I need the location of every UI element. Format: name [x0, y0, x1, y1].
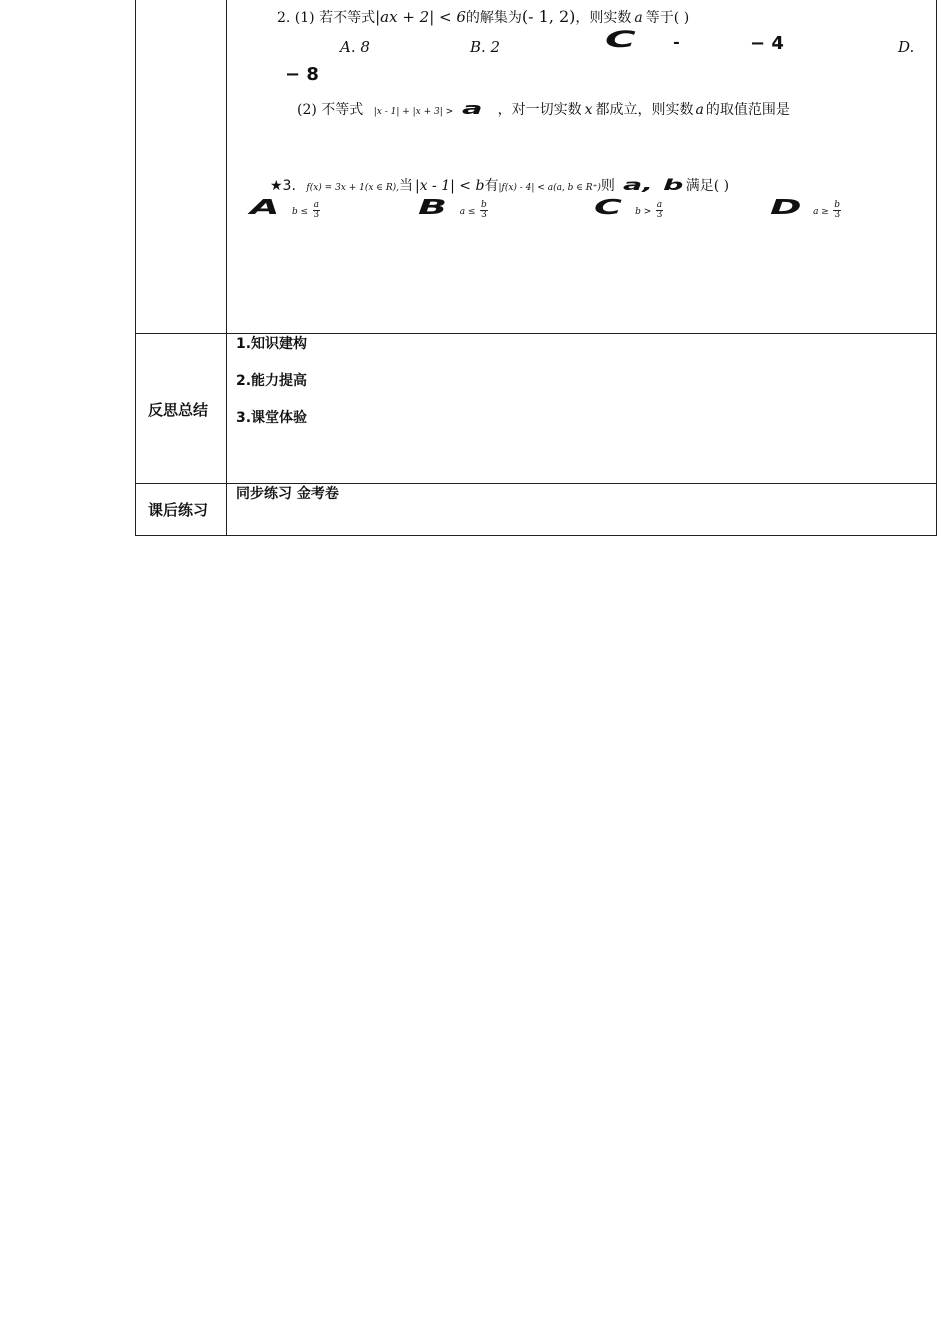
reflection-label: 反思总结 [148, 401, 209, 419]
q3-then: 则 [600, 178, 615, 194]
q3-option-c-num: a [656, 199, 663, 210]
q3-option-d [770, 195, 841, 221]
q3-option-c-letter: C [594, 195, 622, 219]
q2-part2 [297, 100, 790, 121]
q3-option-b-fraction [480, 201, 488, 220]
q3-option-a-den: 3 [313, 209, 320, 220]
q3-option-b-den: 3 [480, 209, 487, 220]
q2-option-a: A. 8 [340, 38, 370, 56]
q2-option-c-dash: - [673, 32, 680, 51]
q3-condition: |x - 1| < b [414, 178, 485, 194]
row-separator-1 [135, 333, 937, 334]
homework-text: 同步练习 金考卷 [236, 486, 339, 502]
q3-stem [270, 176, 729, 197]
q2-option-d: D. [898, 38, 915, 56]
row-separator-2 [135, 483, 937, 484]
q2-option-c [605, 28, 680, 53]
q3-when: 当 [398, 178, 413, 194]
q2-part1-mid: 的解集为 [465, 10, 522, 26]
q3-option-a [250, 195, 320, 221]
q3-option-d-letter: D [770, 195, 802, 219]
q3-option-c-lhs: b > [635, 207, 652, 217]
q3-option-c [594, 195, 663, 221]
table-divider [226, 0, 227, 536]
reflection-item-ability: 2.能力提高 [236, 373, 308, 389]
q3-vars: a, b [623, 176, 684, 194]
table-border-bottom [135, 535, 937, 536]
q2-part2-tail: 都成立，则实数 [595, 102, 694, 118]
q3-star: ★3. [270, 178, 296, 194]
q3-have: 有 [484, 178, 499, 194]
q2-option-c-letter: C [605, 28, 636, 53]
q3-option-d-num: b [834, 199, 841, 210]
q2-part2-end: 的取值范围是 [705, 102, 790, 118]
q3-option-a-num: a [313, 199, 319, 210]
q3-option-b-letter: B [418, 195, 447, 219]
q3-option-b [418, 195, 488, 221]
q2-option-c-value: − 4 [750, 33, 784, 54]
q2-part1-var: a [634, 10, 643, 26]
q2-part1-inequality: |ax + 2| < 6 [375, 8, 466, 26]
q2-option-b: B. 2 [470, 38, 501, 56]
q3-option-b-num: b [480, 199, 487, 210]
q2-part2-inequality: |x - 1| + |x + 3| > [373, 107, 454, 117]
table-border-left [135, 0, 136, 536]
homework-label: 课后练习 [148, 501, 209, 519]
q2-part1-prefix: 2. (1) 若不等式 [277, 10, 376, 26]
q2-part2-prefix: (2) 不等式 [297, 102, 364, 118]
q2-option-d-value: − 8 [285, 64, 319, 85]
q3-option-a-letter: A [250, 195, 280, 219]
q3-option-d-fraction [833, 201, 841, 220]
q3-option-c-den: 3 [656, 209, 663, 220]
q2-part2-mid: ，对一切实数 [497, 102, 582, 118]
q3-option-d-den: 3 [834, 209, 841, 220]
table-border-right [936, 0, 937, 536]
reflection-item-knowledge: 1.知识建构 [236, 336, 308, 352]
q3-option-d-lhs: a ≥ [813, 207, 829, 217]
q3-option-c-fraction [656, 201, 663, 220]
q2-part2-var-x: x [584, 102, 593, 118]
lesson-table [135, 0, 937, 536]
q2-part2-var-a: a [461, 99, 483, 118]
reflection-item-experience: 3.课堂体验 [236, 410, 308, 426]
q2-part1 [277, 8, 689, 27]
q2-part2-var-a2: a [695, 102, 704, 118]
q3-end: 满足( ) [685, 178, 730, 194]
q3-option-a-lhs: b ≤ [291, 207, 309, 217]
q2-part1-end: 等于( ) [645, 10, 690, 26]
q2-part1-tail: ，则实数 [575, 10, 632, 26]
q3-option-b-lhs: a ≤ [459, 207, 476, 217]
q3-condition-2: |f(x) - 4| < a(a, b ∈ R⁺) [498, 183, 601, 193]
q2-part1-interval: (- 1, 2) [521, 7, 576, 26]
q3-option-a-fraction [313, 201, 320, 220]
q3-function: f(x) = 3x + 1(x ∈ R), [306, 183, 399, 193]
